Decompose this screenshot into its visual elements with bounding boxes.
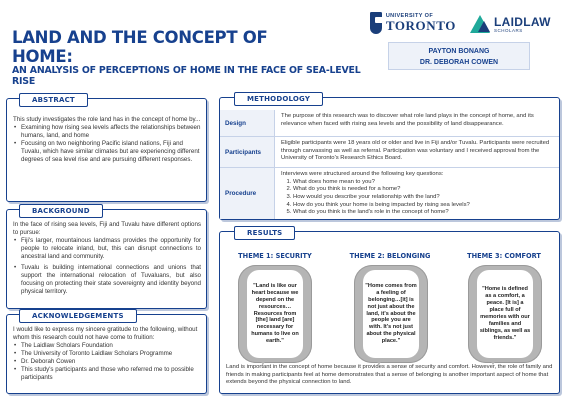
abstract-intro: This study investigates the role land has in the concept of home by...: [13, 116, 201, 123]
acknowledgements-panel: [6, 314, 207, 394]
procedure-question: 3. How would you describe your relationship with the land?: [293, 194, 553, 202]
procedure-intro: Interviews were structured around the following key questions:: [281, 171, 444, 177]
procedure-question: 4. How do you think your home is being impacted by rising sea levels?: [293, 202, 553, 210]
quote-bubble-comfort: [468, 265, 542, 363]
procedure-label: Procedure: [220, 168, 275, 219]
theme-security-title: THEME 1: SECURITY: [238, 252, 312, 260]
acknowledgement-item: • This study's participants and those who referred me to possible participants: [13, 366, 201, 382]
methodology-row-procedure: [220, 168, 559, 219]
background-point: • Fiji's larger, mountainous landmass provides the opportunity for people to relocate inland, but, this can disrupt connections to ancestral land and community.: [13, 237, 201, 261]
methodology-row-participants: [220, 137, 559, 167]
acknowledgements-intro: I would like to express my sincere gratitude to the following, without whom this research could not have come to fruition:: [13, 326, 198, 341]
theme-comfort-title: THEME 3: COMFORT: [467, 252, 541, 260]
results-heading: RESULTS: [234, 226, 295, 240]
acknowledgement-item: • The University of Toronto Laidlaw Scholars Programme: [13, 350, 201, 358]
crest-icon: [370, 12, 382, 34]
laidlaw-logo: [470, 13, 560, 37]
uoft-logo: [370, 10, 456, 36]
acknowledgement-item: • The Laidlaw Scholars Foundation: [13, 342, 201, 350]
procedure-question: 1. What does home mean to you?: [293, 179, 553, 187]
methodology-panel: [219, 97, 560, 220]
laidlaw-logo-small: SCHOLARS: [494, 28, 523, 34]
acknowledgements-heading: ACKNOWLEDGEMENTS: [19, 309, 137, 323]
abstract-point: • Examining how rising sea levels affects the relationships between humans, land, and home: [13, 124, 201, 140]
quote-comfort: "Home is defined as a comfort, a peace. [It is] a place full of memories with our families and siblings, as well as friends.": [477, 270, 533, 358]
abstract-point: • Focusing on two neighboring Pacific island nations, Fiji and Tuvalu, which have similar climates but are experiencing different degrees of sea level rise and are pursuing different responses.: [13, 140, 201, 164]
design-label: Design: [220, 110, 275, 136]
quote-belonging: "Home comes from a feeling of belonging…[it] is not just about the land, it's about the people you are with. It's not just about the physical place.": [363, 270, 419, 358]
procedure-question: 5. What do you think is the land's role in the concept of home?: [293, 209, 553, 217]
quote-bubble-belonging: [354, 265, 428, 363]
poster-subtitle: AN ANALYSIS OF PERCEPTIONS OF HOME IN THE FACE OF SEA-LEVEL RISE: [12, 65, 361, 87]
results-summary: Land is important in the concept of home because it provides a sense of security and comfort. However, the role of family and friends in making participants feel at home demonstrates that a sense of belonging is another important aspect of home that extends beyond the physical connection to land.: [226, 364, 553, 386]
quote-bubble-security: [238, 265, 312, 363]
methodology-row-design: [220, 110, 559, 136]
author-name: PAYTON BONANG: [428, 48, 490, 55]
uoft-logo-big: TORONTO: [385, 18, 456, 34]
quote-security: "Land is like our heart because we depend on the resources… Resources from [the] land [are] necessary for humans to live on earth.": [247, 270, 303, 358]
supervisor-name: DR. DEBORAH COWEN: [419, 58, 499, 66]
design-text: The purpose of this research was to discover what role land plays in the concept of home, and its relevance when faced with rising sea levels and the possibility of land disappearance.: [281, 113, 534, 127]
background-panel: [6, 209, 207, 309]
abstract-heading: ABSTRACT: [19, 93, 88, 107]
theme-belonging-title: THEME 2: BELONGING: [349, 252, 431, 260]
background-point: • Tuvalu is building international connections and unions that support the international relocation of Tuvaluans, but also focusing on protecting their state sovereignty and identity beyond physical territory.: [13, 264, 201, 296]
background-intro: In the face of rising sea levels, Fiji and Tuvalu have different options to pursue:: [13, 221, 201, 236]
background-heading: BACKGROUND: [19, 204, 103, 218]
results-panel: [219, 231, 560, 394]
uoft-logo-small: UNIVERSITY OF: [385, 12, 434, 19]
procedure-question: 2. What do you think is needed for a home?: [293, 186, 553, 194]
laidlaw-logo-big: LAIDLAW: [494, 15, 551, 30]
author-box: [388, 42, 530, 70]
poster-title: LAND AND THE CONCEPT OF HOME:: [12, 28, 268, 66]
methodology-heading: METHODOLOGY: [234, 92, 323, 106]
participants-text: Eligible participants were 18 years old or older and live in Fiji and/or Tuvalu. Participants were recruited through canvassing as well as referral. Participation was voluntary and I received approval from the University of Toronto's Research Ethics Board.: [281, 140, 550, 162]
participants-label: Participants: [220, 137, 275, 167]
abstract-panel: [6, 98, 207, 202]
acknowledgement-item: • Dr. Deborah Cowen: [13, 358, 201, 366]
laidlaw-mark-icon: [470, 15, 490, 35]
